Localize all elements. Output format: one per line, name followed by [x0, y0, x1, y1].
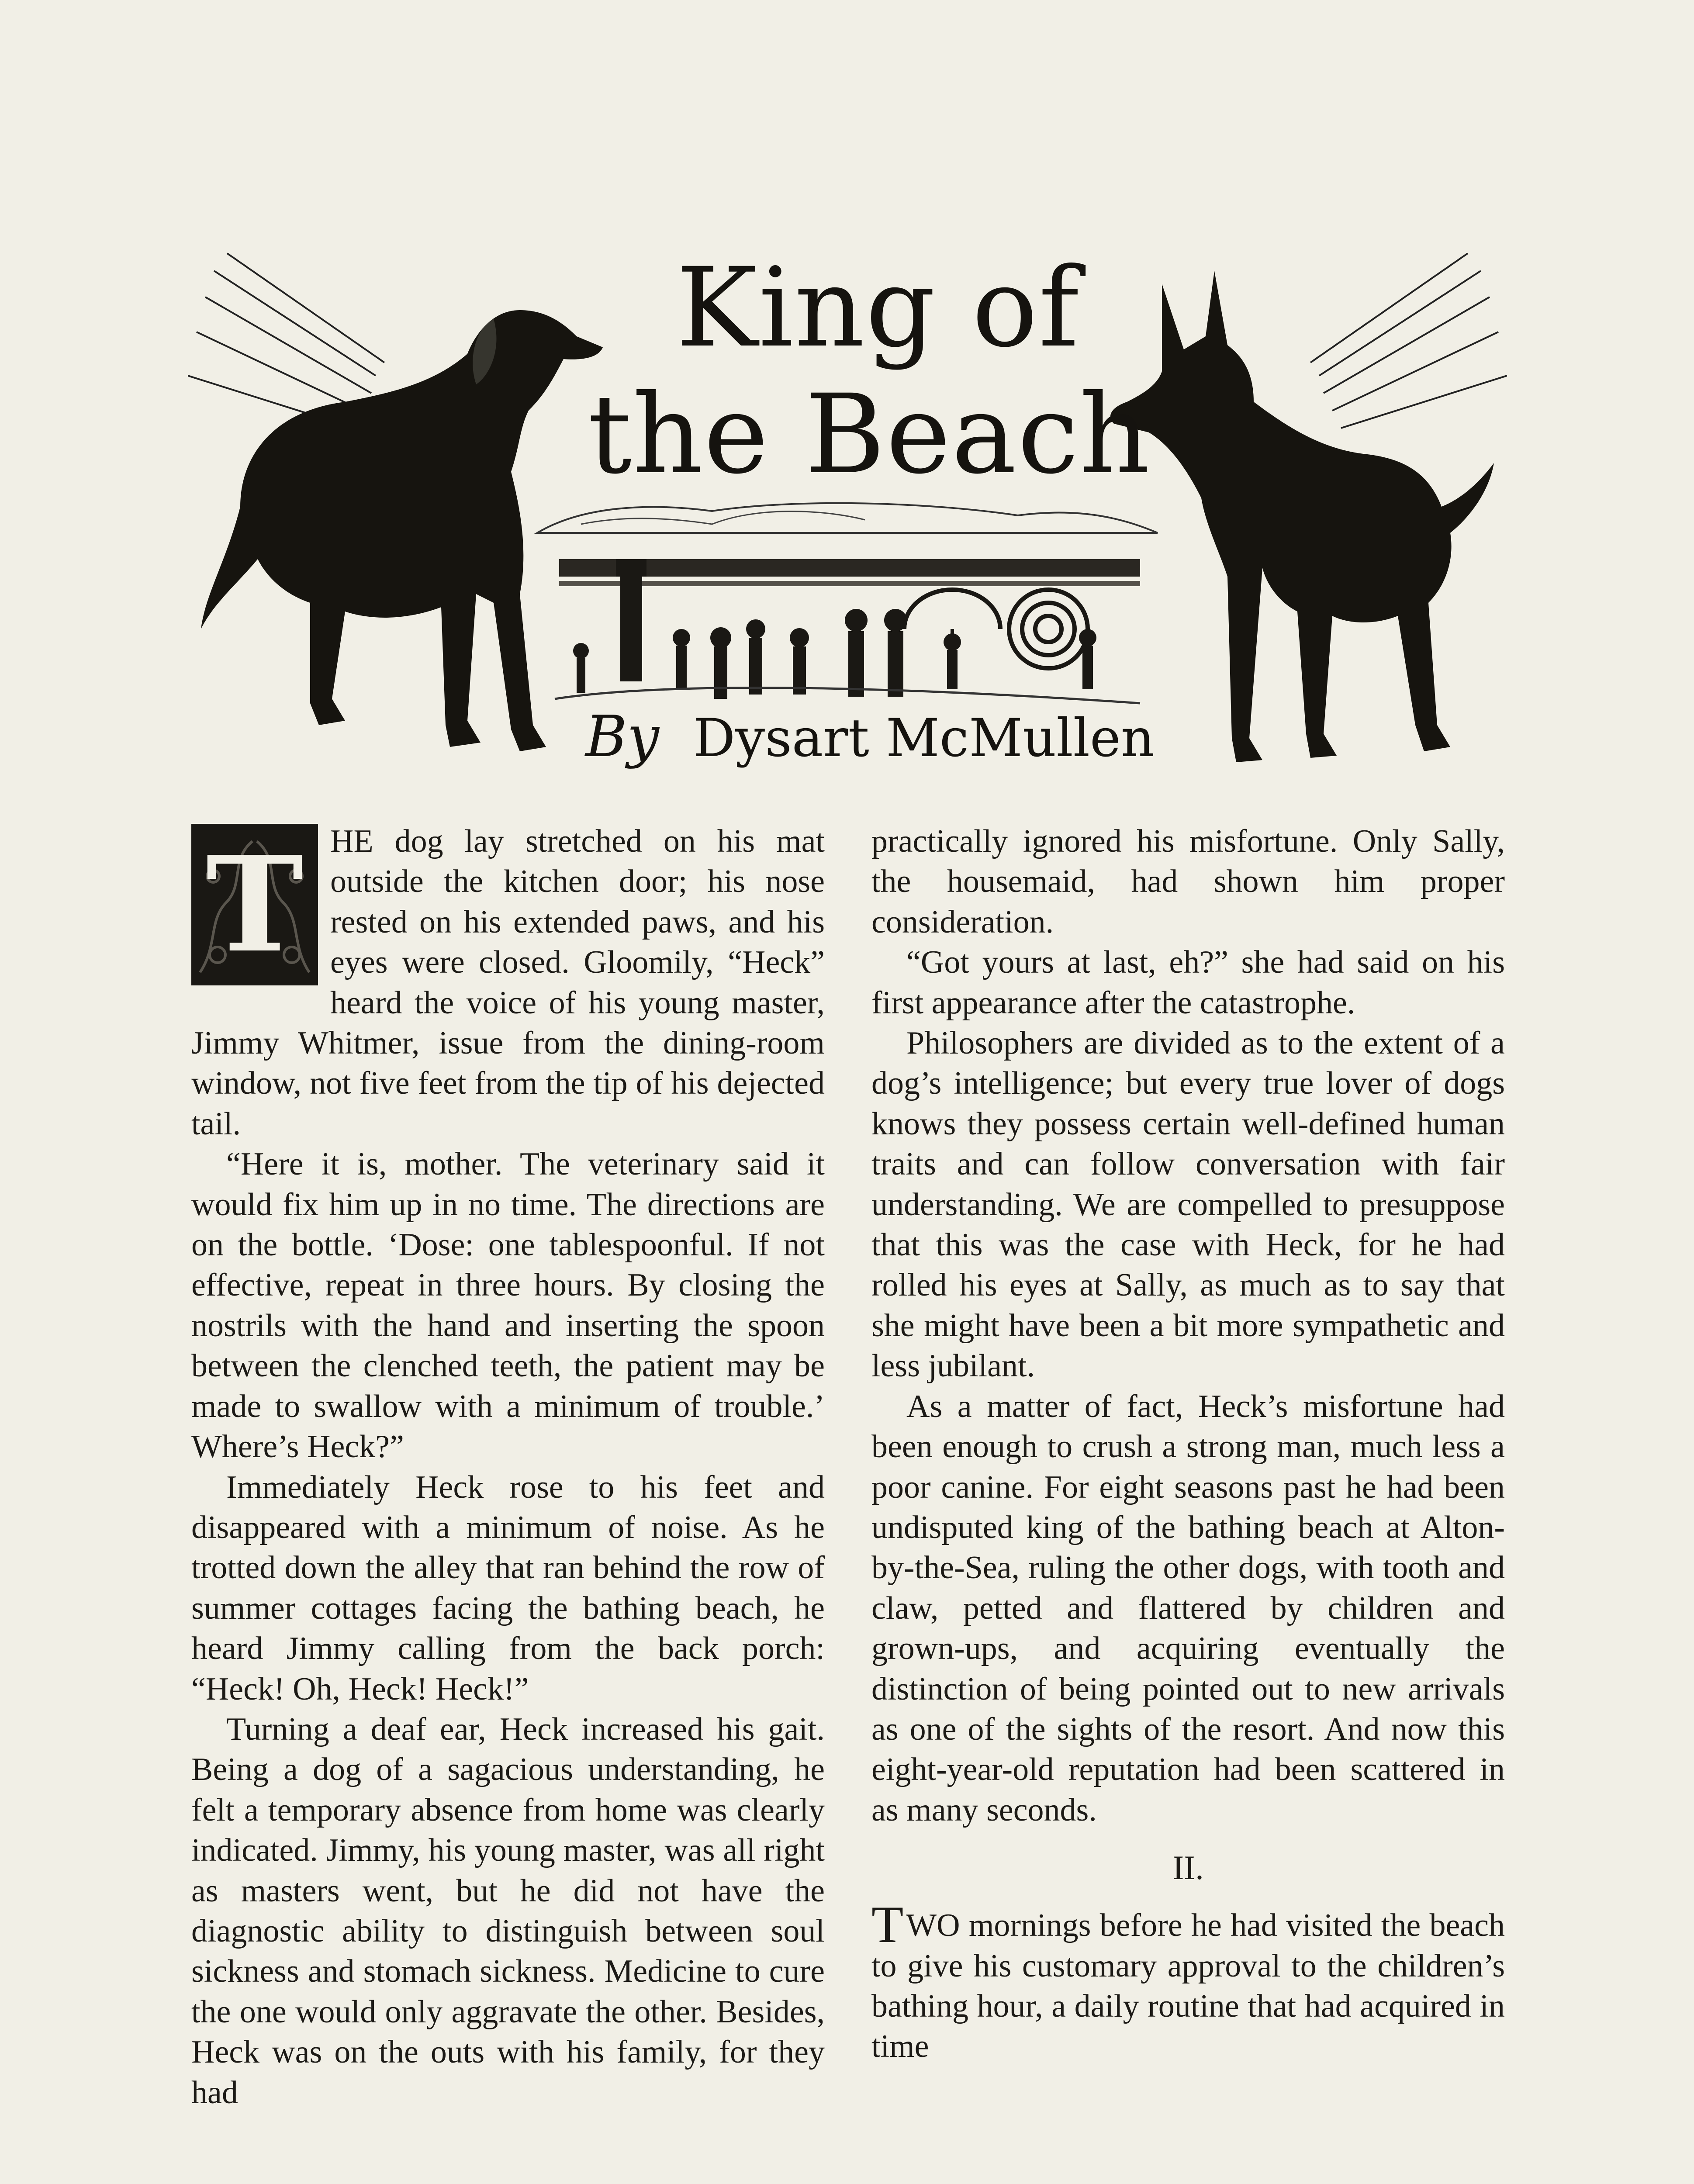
section-text: WO mornings before he had visited the beach to give his customary approval to the children’s bathing hour, a daily routine that had acquired in time [871, 1908, 1505, 2065]
section-initial: T [871, 1895, 904, 1954]
title-line-2: the Beach [588, 371, 1151, 498]
article-title [588, 244, 1162, 498]
paragraph: practically ignored his misfortune. Only Sally, the housemaid, had shown him proper consideration. [871, 823, 1505, 940]
beach-scene-drawing [537, 503, 1158, 703]
byline [585, 703, 1153, 770]
drop-cap-letter: T [206, 827, 304, 981]
paragraph: Philosophers are divided as to the extent of a dog’s intelligence; but every true lover of dogs knows they possess certain well-defined human traits and can follow conversation with fair understanding. We are compelled to presuppose that this was the case with Heck, for he had rolled his eyes at Sally, as much as to say that she might have been a bit more sympathetic and less jubilant. [871, 1025, 1505, 1384]
section-paragraph [871, 1895, 1505, 2067]
author-name: Dysart McMullen [693, 708, 1155, 769]
decorative-drop-cap [191, 824, 318, 985]
paragraph: Immediately Heck rose to his feet and disappeared with a minimum of noise. As he trotted down the alley that ran behind the row of summer cottages facing the bathing beach, he heard Jimmy calling from the back porch: “Heck! Oh, Heck! Heck!” [191, 1469, 825, 1707]
paragraph: “Got yours at last, eh?” she had said on his first appearance after the catastrophe. [871, 944, 1505, 1021]
text-column-left [191, 821, 825, 2113]
paragraph: Turning a deaf ear, Heck increased his gait. Being a dog of a sagacious understanding, he felt a temporary absence from home was clearly indicated. Jimmy, his young master, was all right as masters went, but he did not have the diagnostic ability to distinguish between soul sickness and stomach sickness. Medicine to cure the one would only aggravate the other. Besides, Heck was on the outs with his family, for they had [191, 1711, 825, 2111]
byline-prefix: By [585, 703, 659, 770]
right-sunrays [1310, 253, 1507, 428]
section-heading: II. [1172, 1849, 1204, 1887]
paragraph: As a matter of fact, Heck’s misfortune had been enough to crush a strong man, much less a poor canine. For eight seasons past he had been undisputed king of the bathing beach at Alton-by-the-Sea, ruling the other dogs, with tooth and claw, petted and flattered by children and grown-ups, and acquiring eventually the distinction of being pointed out to new arrivals as one of the sights of the resort. And now this eight-year-old reputation had been scattered in as many seconds. [871, 1388, 1505, 1828]
paragraph: HE dog lay stretched on his mat outside the kitchen door; his nose rested on his extended paws, and his eyes were closed. Gloomily, “Heck” heard the voice of his young master, Jimmy Whitmer, issue from the dining-room window, not five feet from the tip of his dejected tail. [191, 823, 825, 1142]
title-line-1: King of [676, 244, 1080, 371]
paragraph: “Here it is, mother. The veterinary said it would fix him up in no time. The directions are on the bottle. ‘Dose: one tablespoonful. If not effective, repeat in three hours. By closing the nostrils with the hand and inserting the spoon between the clenched teeth, the patient may be made to swallow with a minimum of trouble.’ Where’s Heck?” [191, 1146, 825, 1465]
text-column-right [871, 821, 1505, 2067]
right-dog-drawing [1110, 271, 1494, 762]
